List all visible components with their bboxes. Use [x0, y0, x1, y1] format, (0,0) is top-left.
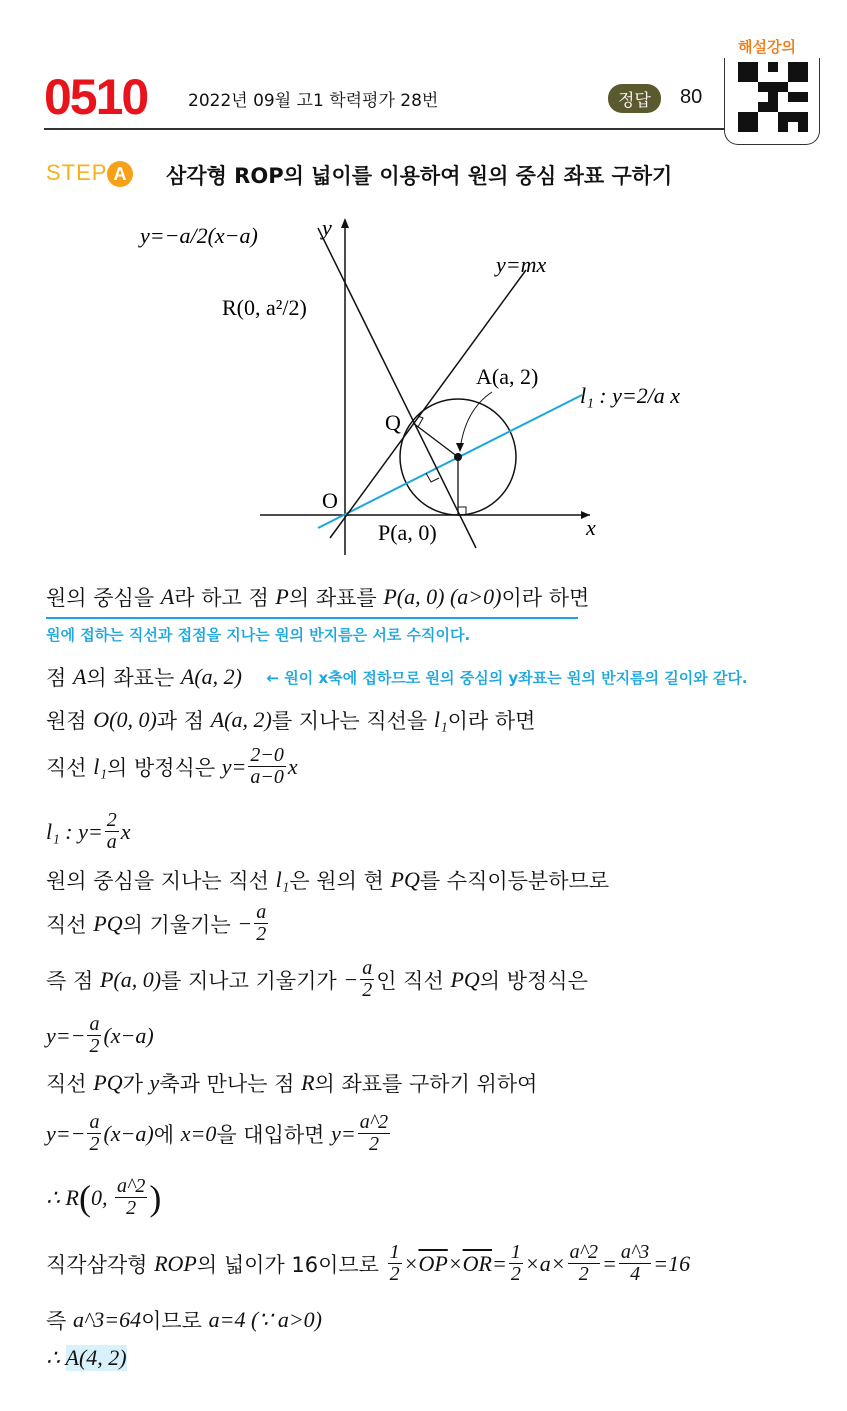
fraction — [254, 902, 268, 945]
math: PQ — [450, 966, 480, 992]
text: 가 — [122, 1072, 150, 1096]
problem-number: 0510 — [44, 69, 148, 125]
fraction — [115, 1176, 147, 1219]
math: y=− — [46, 1120, 86, 1146]
math: l₁ — [93, 753, 108, 779]
radius-aq — [413, 423, 458, 457]
math: y — [149, 1070, 160, 1095]
math: y=− — [46, 1022, 86, 1048]
qr-code-icon[interactable] — [738, 62, 808, 132]
final-answer: A(4, 2) — [65, 1345, 127, 1370]
denominator: 2 — [362, 979, 373, 1001]
math: A — [160, 584, 175, 609]
math: PQ — [93, 910, 123, 936]
text: 인 직선 — [376, 968, 451, 993]
math: ×a× — [524, 1250, 566, 1276]
label-q: Q — [385, 410, 401, 435]
line-l1 — [318, 395, 582, 528]
segment: $\overline{OR}$ — [462, 1250, 492, 1276]
solution-line — [46, 865, 609, 895]
solution-line — [46, 1112, 392, 1155]
text: 즉 점 — [46, 968, 100, 993]
solution-line — [46, 1242, 690, 1285]
math: × — [403, 1250, 419, 1276]
math: P — [275, 584, 289, 609]
denominator: 2 — [578, 1263, 589, 1285]
denominator: 2 — [89, 1133, 100, 1155]
denominator: a−0 — [250, 766, 284, 788]
text: 이므로 — [141, 1309, 209, 1333]
denominator: 2 — [89, 1035, 100, 1057]
numerator: 2−0 — [250, 744, 284, 766]
numerator: a^2 — [359, 1111, 389, 1133]
math: x — [287, 753, 298, 779]
answer-badge: 정답 — [608, 84, 661, 113]
denominator: a — [106, 831, 117, 853]
step-label — [46, 160, 133, 187]
pointer-arrow — [460, 392, 492, 450]
text: 은 원의 현 — [289, 869, 391, 893]
math: A(a, 2) — [180, 664, 243, 689]
text: 원에 접하는 직선과 접점을 지나는 원의 반지름은 서로 수직이다. — [46, 626, 471, 644]
solution-line — [46, 582, 589, 612]
numerator: a — [362, 957, 373, 979]
solution-line — [46, 1014, 154, 1057]
solution-line — [46, 1176, 161, 1219]
denominator: 4 — [630, 1263, 641, 1285]
math: a=4 (∵ a>0) — [208, 1307, 322, 1332]
text: 를 지나는 직선을 — [271, 709, 434, 733]
label-a: A(a, 2) — [476, 364, 539, 389]
solution-line — [46, 745, 298, 788]
text: 의 방정식은 — [107, 755, 222, 780]
fraction — [619, 1242, 651, 1285]
segment: $\overline{OP}$ — [418, 1250, 448, 1276]
solution-line — [46, 1068, 537, 1098]
math: y= — [331, 1120, 356, 1146]
math: A(a, 2) — [210, 707, 272, 732]
math: = — [602, 1250, 617, 1276]
text: 과 점 — [156, 709, 211, 733]
denominator: 2 — [368, 1133, 379, 1155]
text: 원의 중심을 지나는 직선 — [46, 869, 276, 893]
step-text: STEP — [46, 160, 108, 185]
math: A — [72, 664, 87, 689]
solution-line — [46, 705, 535, 735]
label-x: x — [586, 515, 596, 540]
numerator: a^3 — [620, 1241, 650, 1263]
right-angle-mid — [426, 473, 439, 482]
math: ∴ — [46, 1345, 66, 1370]
label-o: O — [322, 488, 338, 513]
label-r: R(0, a²/2) — [222, 295, 307, 320]
text: 이라 하면 — [501, 586, 590, 610]
math: l₁ — [275, 867, 290, 892]
math: x=0 — [180, 1120, 217, 1146]
text: 의 좌표를 — [288, 586, 384, 610]
math: =16 — [653, 1250, 691, 1276]
numerator: a — [89, 1111, 100, 1133]
highlight-underline — [46, 617, 578, 619]
math: = — [492, 1250, 507, 1276]
step-title: 삼각형 ROP의 넓이를 이용하여 원의 중심 좌표 구하기 — [166, 164, 673, 188]
math: ROP — [154, 1250, 197, 1276]
fraction — [358, 1112, 390, 1155]
answer-value: 80 — [680, 86, 703, 108]
fraction — [87, 1112, 101, 1155]
geometry-diagram — [0, 200, 847, 560]
text: 직선 — [46, 912, 94, 937]
math: (x−a) — [103, 1022, 154, 1048]
text: 의 좌표를 구하기 위하여 — [314, 1072, 538, 1096]
solution-line — [46, 1305, 322, 1335]
fraction — [360, 958, 374, 1001]
text: 직각삼각형 — [46, 1252, 155, 1277]
denominator: 2 — [510, 1263, 521, 1285]
numerator: a^2 — [569, 1241, 598, 1263]
numerator: a^2 — [116, 1175, 146, 1197]
text: 를 지나고 기울기가 — [161, 968, 344, 993]
text: 원점 — [46, 709, 94, 733]
solution-line — [46, 662, 748, 692]
math: ∴ R — [46, 1184, 79, 1210]
fraction — [105, 810, 119, 853]
text: 직선 — [46, 1072, 94, 1096]
text: 의 넓이가 16이므로 — [196, 1252, 386, 1277]
fraction — [568, 1242, 600, 1285]
text: 축과 만나는 점 — [159, 1072, 302, 1096]
text: 에 — [153, 1122, 181, 1147]
math: 0, — [90, 1184, 113, 1210]
center-point — [454, 453, 462, 461]
header-divider — [44, 128, 724, 130]
bracket: ( — [78, 1177, 91, 1218]
math: P(a, 0) — [99, 966, 162, 992]
label-l1: l₁ : y=2/a x — [580, 383, 681, 408]
text: 를 수직이등분하므로 — [419, 869, 610, 893]
solution-line — [46, 624, 470, 645]
denominator: 2 — [256, 923, 267, 945]
math: a^3=64 — [72, 1307, 142, 1332]
numerator: a — [89, 1013, 100, 1035]
math: PQ — [390, 867, 420, 892]
solution-line — [46, 810, 130, 853]
text: 즉 — [46, 1309, 73, 1333]
lecture-label: 해설강의 — [738, 38, 796, 56]
text: 의 방정식은 — [479, 968, 588, 993]
line-pq — [318, 228, 476, 548]
text: 을 대입하면 — [216, 1122, 332, 1147]
text: 점 — [46, 666, 73, 690]
math: × — [447, 1250, 463, 1276]
text: 이라 하면 — [447, 709, 536, 733]
math: PQ — [93, 1070, 123, 1095]
label-y-mx: y=mx — [496, 252, 547, 277]
text: 직선 — [46, 755, 94, 780]
problem-source: 2022년 09월 고1 학력평가 28번 — [188, 91, 439, 111]
fraction — [87, 1014, 101, 1057]
bracket: ) — [149, 1177, 162, 1218]
math: O(0, 0) — [93, 707, 157, 732]
text: 라 하고 점 — [174, 586, 276, 610]
label-line-pq: y=−a/2(x−a) — [140, 223, 258, 248]
math: l₁ — [433, 707, 448, 732]
math: l₁ : y= — [46, 818, 103, 844]
math: − — [237, 910, 253, 936]
text: 의 기울기는 — [122, 912, 238, 937]
fraction — [248, 745, 286, 788]
numerator: 1 — [510, 1241, 521, 1263]
math: x — [120, 818, 131, 844]
denominator: 2 — [126, 1197, 137, 1219]
step-letter: A — [107, 161, 133, 187]
numerator: 2 — [106, 809, 117, 831]
label-y: y — [322, 215, 332, 240]
solution-line — [46, 958, 588, 1001]
math: y= — [221, 753, 247, 779]
math: − — [343, 966, 359, 992]
text: 원의 중심을 — [46, 586, 161, 610]
fraction — [388, 1242, 402, 1285]
denominator: 2 — [389, 1263, 400, 1285]
numerator: a — [256, 901, 267, 923]
math: R — [301, 1070, 315, 1095]
math: (x−a) — [103, 1120, 154, 1146]
side-note: ← 원이 x축에 접하므로 원의 중심의 y좌표는 원의 반지름의 길이와 같다. — [256, 668, 748, 687]
numerator: 1 — [389, 1241, 400, 1263]
solution-line — [46, 1345, 127, 1371]
label-p: P(a, 0) — [378, 520, 437, 545]
text: 의 좌표는 — [86, 666, 181, 690]
y-arrow-icon — [341, 218, 349, 228]
solution-line — [46, 902, 270, 945]
arrowhead-icon — [456, 443, 464, 452]
fraction — [509, 1242, 523, 1285]
math: P(a, 0) (a>0) — [383, 584, 502, 609]
